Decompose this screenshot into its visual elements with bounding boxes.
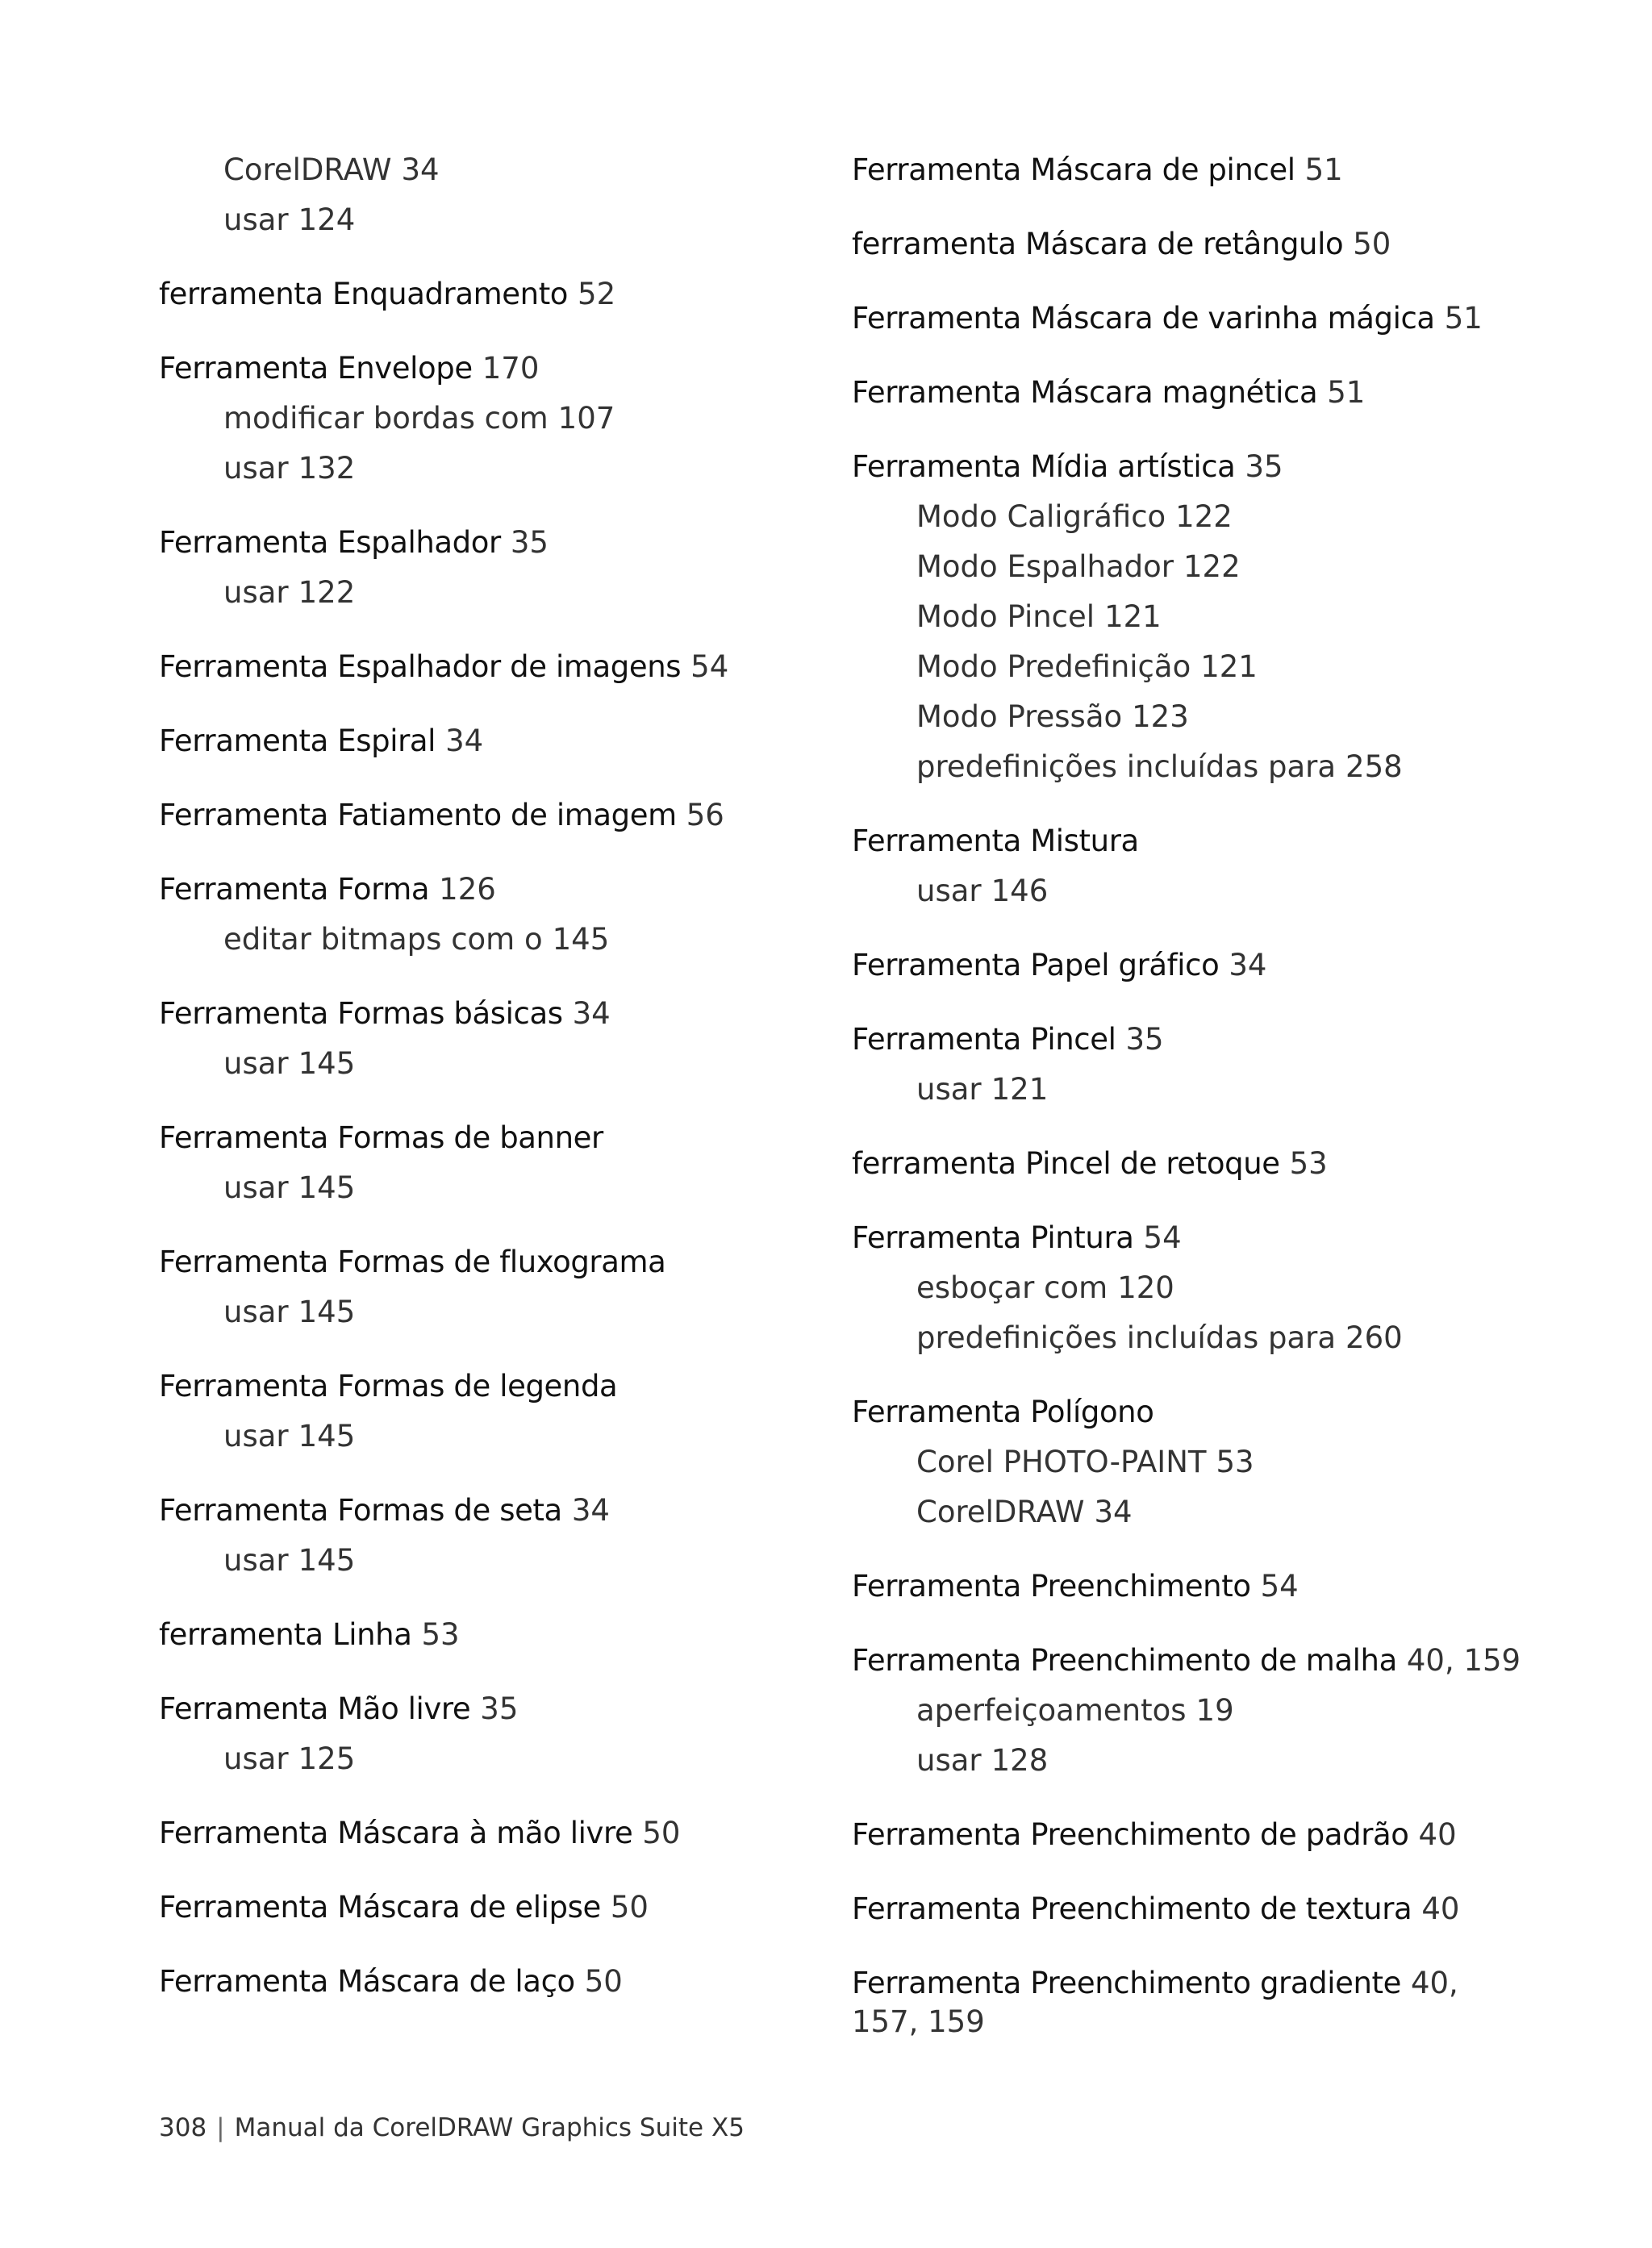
index-column-right bbox=[852, 145, 1521, 2071]
page-ref: 132 bbox=[298, 451, 356, 486]
term-text: Ferramenta Pincel bbox=[852, 1022, 1116, 1057]
page-ref: 121 bbox=[1200, 649, 1258, 684]
page-ref: 51 bbox=[1304, 152, 1343, 187]
index-term bbox=[159, 1610, 836, 1660]
page-ref: 56 bbox=[686, 798, 724, 832]
index-entry bbox=[852, 940, 1513, 991]
index-entry bbox=[159, 1808, 836, 1858]
page-ref: 260 bbox=[1345, 1320, 1403, 1355]
index-term bbox=[159, 642, 836, 692]
book-title: Manual da CorelDRAW Graphics Suite X5 bbox=[234, 2113, 745, 2142]
index-subentry bbox=[852, 742, 1513, 792]
index-entry bbox=[852, 368, 1513, 418]
index-entry bbox=[852, 1213, 1513, 1363]
index-subentry bbox=[159, 1734, 836, 1784]
subentry-text: usar bbox=[223, 1170, 289, 1205]
term-text: ferramenta Enquadramento bbox=[159, 277, 569, 311]
term-text: Ferramenta Preenchimento gradiente bbox=[852, 1966, 1401, 2000]
page-footer bbox=[159, 2112, 745, 2144]
page-ref: 50 bbox=[584, 1964, 623, 1999]
index-subentry bbox=[852, 866, 1513, 916]
page-ref: 145 bbox=[298, 1295, 356, 1329]
page-ref: 145 bbox=[298, 1170, 356, 1205]
subentry-text: usar bbox=[223, 575, 289, 610]
index-term bbox=[159, 1883, 836, 1933]
page-ref: 34 bbox=[445, 724, 484, 758]
page-ref: 51 bbox=[1327, 375, 1366, 410]
index-entry bbox=[159, 989, 836, 1089]
index-column-left bbox=[159, 145, 836, 2031]
index-entry bbox=[852, 145, 1513, 195]
index-subentry bbox=[159, 394, 836, 444]
index-entry bbox=[852, 1015, 1513, 1115]
index-term bbox=[159, 1957, 836, 2007]
index-term bbox=[852, 219, 1513, 269]
term-text: Ferramenta Preenchimento bbox=[852, 1569, 1251, 1604]
page-ref: 124 bbox=[298, 202, 356, 237]
term-text: Ferramenta Preenchimento de textura bbox=[852, 1891, 1412, 1926]
page-ref: 34 bbox=[571, 1493, 610, 1528]
page-ref: 122 bbox=[1175, 499, 1233, 534]
term-text: Ferramenta Forma bbox=[159, 872, 430, 907]
term-text: Ferramenta Fatiamento de imagem bbox=[159, 798, 677, 832]
term-text: Ferramenta Papel gráfico bbox=[852, 948, 1220, 982]
index-term bbox=[852, 442, 1513, 492]
index-term bbox=[159, 269, 836, 319]
index-entry bbox=[159, 1957, 836, 2007]
footer-separator: | bbox=[216, 2113, 225, 2142]
index-entry bbox=[159, 1237, 836, 1337]
page-ref: 54 bbox=[1260, 1569, 1299, 1604]
index-subentry bbox=[852, 1437, 1513, 1487]
subentry-text: modificar bordas com bbox=[223, 401, 549, 436]
index-entry bbox=[852, 1562, 1513, 1612]
term-text: Ferramenta Máscara de varinha mágica bbox=[852, 301, 1435, 336]
index-entry bbox=[159, 1883, 836, 1933]
index-entry bbox=[159, 1486, 836, 1586]
page-ref: 258 bbox=[1345, 749, 1403, 784]
subentry-text: usar bbox=[223, 1419, 289, 1453]
page-ref: 51 bbox=[1444, 301, 1483, 336]
page-ref: 50 bbox=[610, 1890, 649, 1925]
term-text: Ferramenta Espalhador de imagens bbox=[159, 649, 682, 684]
page-ref: 40 bbox=[1421, 1891, 1460, 1926]
subentry-text: CorelDRAW bbox=[916, 1495, 1085, 1529]
subentry-text: usar bbox=[916, 1072, 982, 1107]
index-term bbox=[852, 1636, 1521, 1686]
term-text: Ferramenta Espalhador bbox=[159, 525, 501, 560]
subentry-text: Modo Caligráfico bbox=[916, 499, 1166, 534]
index-subentry bbox=[852, 492, 1513, 542]
index-entry bbox=[159, 716, 836, 766]
index-subentry bbox=[159, 1412, 836, 1462]
page-ref: 35 bbox=[510, 525, 549, 560]
page-ref: 50 bbox=[642, 1816, 681, 1850]
subentry-text: usar bbox=[223, 1741, 289, 1776]
index-entry bbox=[852, 1884, 1513, 1934]
term-text: Ferramenta Mão livre bbox=[159, 1691, 471, 1726]
index-subentry bbox=[159, 444, 836, 494]
index-subentry bbox=[852, 1686, 1513, 1736]
index-entry bbox=[159, 1362, 836, 1462]
index-entry bbox=[159, 790, 836, 840]
term-text: Ferramenta Preenchimento de padrão bbox=[852, 1817, 1409, 1852]
page-ref: 145 bbox=[298, 1543, 356, 1578]
index-term bbox=[852, 1810, 1513, 1860]
index-subentry bbox=[159, 145, 836, 195]
page-ref: 145 bbox=[552, 922, 610, 957]
index-entry bbox=[159, 865, 836, 965]
term-text: Ferramenta Formas de seta bbox=[159, 1493, 562, 1528]
subentry-text: predefinições incluídas para bbox=[916, 749, 1337, 784]
page-ref: 121 bbox=[1104, 599, 1162, 634]
page-ref: 52 bbox=[578, 277, 616, 311]
page-ref: 35 bbox=[1245, 449, 1283, 484]
index-term bbox=[159, 344, 836, 394]
page-ref: 35 bbox=[1125, 1022, 1164, 1057]
index-term bbox=[159, 1113, 836, 1163]
page-ref: 170 bbox=[482, 351, 540, 386]
page-ref: 107 bbox=[557, 401, 615, 436]
subentry-text: esboçar com bbox=[916, 1270, 1108, 1305]
index-subentry bbox=[852, 542, 1513, 592]
page-ref: 145 bbox=[298, 1419, 356, 1453]
index-subentry bbox=[852, 592, 1513, 642]
subentry-text: CorelDRAW bbox=[223, 152, 392, 187]
page-ref: 53 bbox=[421, 1617, 460, 1652]
index-subentry bbox=[159, 915, 836, 965]
page-ref: 50 bbox=[1353, 227, 1391, 261]
subentry-text: usar bbox=[223, 202, 289, 237]
subentry-text: usar bbox=[223, 1295, 289, 1329]
term-text: Ferramenta Formas básicas bbox=[159, 996, 563, 1031]
index-term bbox=[159, 518, 836, 568]
index-term bbox=[852, 1562, 1513, 1612]
index-term bbox=[852, 1387, 1513, 1437]
term-text: Ferramenta Formas de legenda bbox=[159, 1369, 618, 1403]
page-number: 308 bbox=[159, 2113, 207, 2142]
index-subentry bbox=[852, 1313, 1513, 1363]
index-term bbox=[852, 1139, 1513, 1189]
index-subentry bbox=[159, 1536, 836, 1586]
index-subentry bbox=[852, 1487, 1513, 1537]
page-ref: 125 bbox=[298, 1741, 356, 1776]
term-text: Ferramenta Formas de fluxograma bbox=[159, 1245, 666, 1279]
index-entry bbox=[852, 1139, 1513, 1189]
term-text: Ferramenta Espiral bbox=[159, 724, 436, 758]
index-entry bbox=[159, 1684, 836, 1784]
index-term bbox=[852, 1884, 1513, 1934]
subentry-text: usar bbox=[223, 1046, 289, 1081]
index-term bbox=[852, 1015, 1513, 1065]
page-ref: 40, 159 bbox=[1406, 1643, 1521, 1678]
index-subentry bbox=[852, 1065, 1513, 1115]
index-entry bbox=[852, 1387, 1513, 1537]
index-entry bbox=[159, 1610, 836, 1660]
term-text: Ferramenta Máscara magnética bbox=[852, 375, 1318, 410]
term-text: Ferramenta Pintura bbox=[852, 1220, 1134, 1255]
index-term bbox=[159, 1486, 836, 1536]
term-text: Ferramenta Máscara de pincel bbox=[852, 152, 1295, 187]
index-subentry bbox=[852, 642, 1513, 692]
index-entry bbox=[852, 816, 1513, 916]
subentry-text: Modo Espalhador bbox=[916, 549, 1174, 584]
index-subentry bbox=[159, 1163, 836, 1213]
index-subentry bbox=[852, 692, 1513, 742]
index-term bbox=[159, 716, 836, 766]
index-entry bbox=[852, 294, 1513, 344]
page-ref: 128 bbox=[991, 1743, 1049, 1778]
index-subentry bbox=[852, 1736, 1513, 1786]
index-term bbox=[159, 790, 836, 840]
subentry-text: predefinições incluídas para bbox=[916, 1320, 1337, 1355]
subentry-text: usar bbox=[916, 874, 982, 908]
index-entry bbox=[159, 269, 836, 319]
term-text: Ferramenta Máscara de laço bbox=[159, 1964, 575, 1999]
page-ref: 122 bbox=[298, 575, 356, 610]
index-entry bbox=[159, 518, 836, 618]
subentry-text: Modo Pressão bbox=[916, 699, 1123, 734]
page-ref: 122 bbox=[1183, 549, 1241, 584]
page-ref: 121 bbox=[991, 1072, 1049, 1107]
page-ref: 146 bbox=[991, 874, 1049, 908]
index-term bbox=[159, 1684, 836, 1734]
term-text: ferramenta Pincel de retoque bbox=[852, 1146, 1280, 1181]
term-text: Ferramenta Máscara à mão livre bbox=[159, 1816, 633, 1850]
index-term bbox=[852, 816, 1513, 866]
index-entry bbox=[852, 1810, 1513, 1860]
page-ref: 34 bbox=[401, 152, 440, 187]
index-term bbox=[852, 145, 1513, 195]
index-entry bbox=[159, 344, 836, 494]
page-ref: 40, 157, 159 bbox=[852, 1966, 1458, 2039]
index-subentry bbox=[852, 1263, 1513, 1313]
index-entry bbox=[159, 642, 836, 692]
page-ref: 35 bbox=[480, 1691, 519, 1726]
term-text: Ferramenta Máscara de elipse bbox=[159, 1890, 601, 1925]
term-text: Ferramenta Preenchimento de malha bbox=[852, 1643, 1397, 1678]
term-text: ferramenta Linha bbox=[159, 1617, 412, 1652]
term-text: Ferramenta Formas de banner bbox=[159, 1120, 603, 1155]
index-entry bbox=[852, 219, 1513, 269]
index-term bbox=[159, 865, 836, 915]
subentry-text: usar bbox=[223, 1543, 289, 1578]
page-ref: 120 bbox=[1117, 1270, 1174, 1305]
index-term bbox=[159, 1808, 836, 1858]
index-entry bbox=[159, 1113, 836, 1213]
index-term bbox=[159, 1362, 836, 1412]
term-text: Ferramenta Mídia artística bbox=[852, 449, 1236, 484]
page-ref: 34 bbox=[572, 996, 611, 1031]
subentry-text: usar bbox=[223, 451, 289, 486]
index-term bbox=[852, 1213, 1513, 1263]
term-text: Ferramenta Mistura bbox=[852, 824, 1139, 858]
index-entry bbox=[852, 1636, 1521, 1786]
subentry-text: Modo Predefinição bbox=[916, 649, 1191, 684]
page-ref: 53 bbox=[1216, 1445, 1254, 1479]
index-term bbox=[852, 940, 1513, 991]
subentry-text: aperfeiçoamentos bbox=[916, 1693, 1187, 1728]
index-subentry bbox=[159, 568, 836, 618]
page-ref: 53 bbox=[1289, 1146, 1328, 1181]
index-term bbox=[852, 294, 1513, 344]
index-entry bbox=[852, 442, 1513, 792]
term-text: ferramenta Máscara de retângulo bbox=[852, 227, 1344, 261]
page-ref: 40 bbox=[1418, 1817, 1457, 1852]
subentry-text: Modo Pincel bbox=[916, 599, 1095, 634]
page-ref: 54 bbox=[1143, 1220, 1182, 1255]
index-term bbox=[852, 368, 1513, 418]
page-ref: 123 bbox=[1132, 699, 1189, 734]
index-entry bbox=[159, 145, 836, 245]
subentry-text: Corel PHOTO-PAINT bbox=[916, 1445, 1207, 1479]
index-subentry bbox=[159, 195, 836, 245]
index-term bbox=[852, 1958, 1513, 2047]
page-ref: 126 bbox=[439, 872, 496, 907]
index-subentry bbox=[159, 1287, 836, 1337]
page-ref: 145 bbox=[298, 1046, 356, 1081]
index-term bbox=[159, 1237, 836, 1287]
page-ref: 34 bbox=[1094, 1495, 1133, 1529]
page-ref: 34 bbox=[1229, 948, 1267, 982]
index-subentry bbox=[159, 1039, 836, 1089]
term-text: Ferramenta Envelope bbox=[159, 351, 473, 386]
subentry-text: usar bbox=[916, 1743, 982, 1778]
page-ref: 54 bbox=[690, 649, 729, 684]
index-entry bbox=[852, 1958, 1513, 2047]
term-text: Ferramenta Polígono bbox=[852, 1395, 1154, 1429]
subentry-text: editar bitmaps com o bbox=[223, 922, 543, 957]
page-ref: 19 bbox=[1195, 1693, 1234, 1728]
index-term bbox=[159, 989, 836, 1039]
